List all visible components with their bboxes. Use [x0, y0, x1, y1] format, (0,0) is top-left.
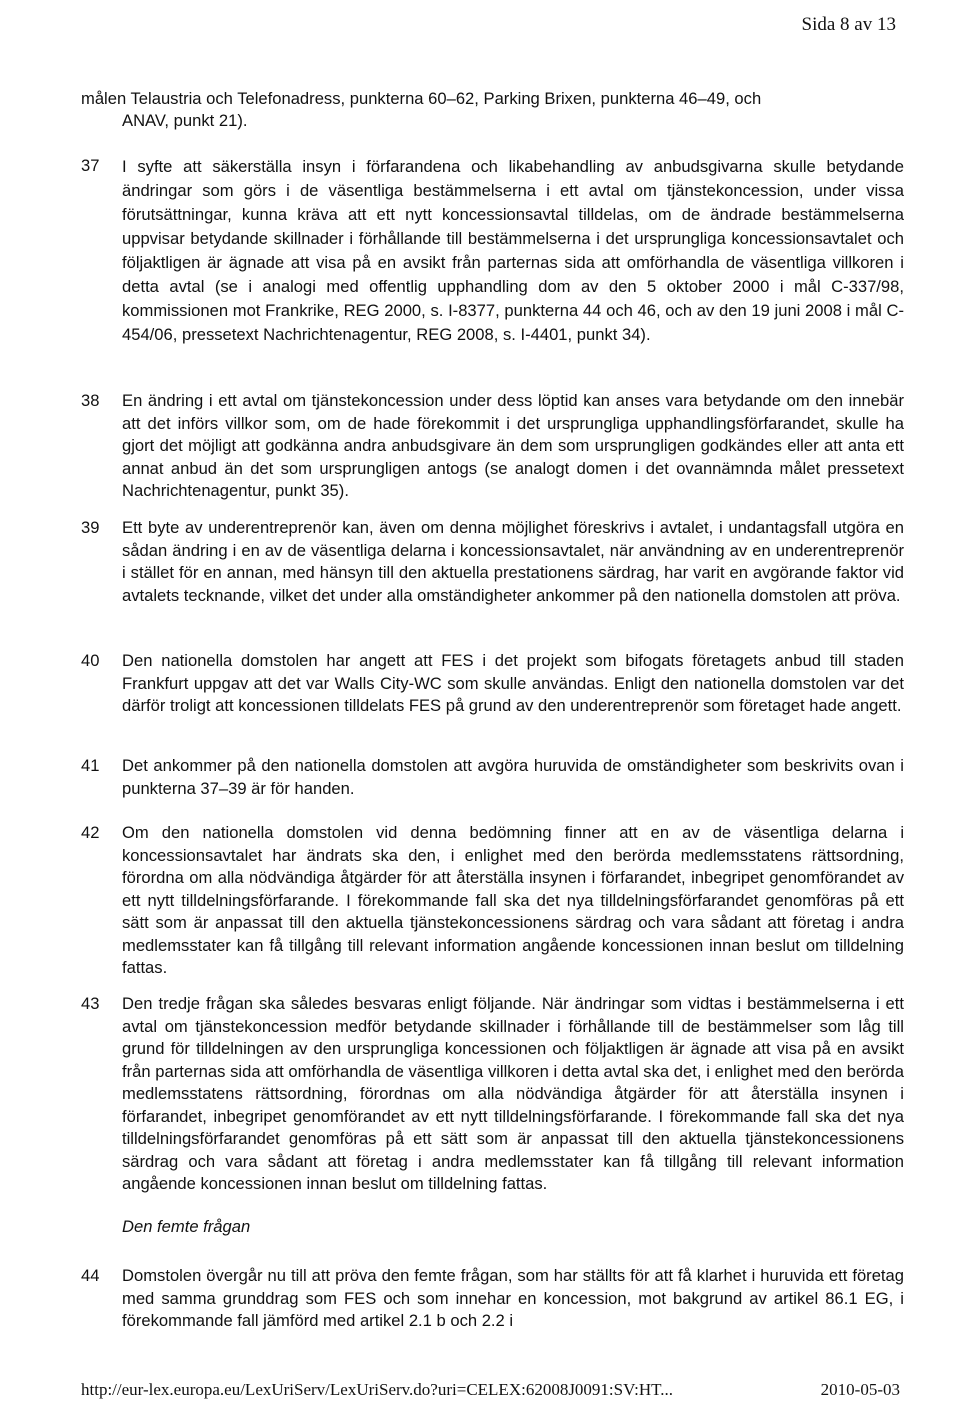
paragraph-text: Den tredje frågan ska således besvaras enligt följande. När ändringar som vidtas i bestämmelserna i ett avtal om tjänstekoncession medför betydande skillnader i förhållande till de bestämmelser som låg till grund för tilldelningen av den ursprungliga koncessionen och följaktligen är ägnade att visa på en avsikt från parternas sida att omförhandla de väsentliga villkoren i detta avtal ska det, i enlighet med den berörda medlemsstatens rättsordning, förordnas om alla nödvändiga åtgärder för att återställa insynen i förfarandet, inbegripet genomförandet av ett nytt tilldelningsförfarande. I förekommande fall ska det nya tilldelningsförfarandet genomföras på ett sätt som är anpassat till den aktuella tjänstekoncessionens särdrag och vara sådant att företag i andra medlemsstater kan få tillgång till relevant information angående koncessionen innan beslut om tilldelning fattas. [122, 994, 904, 1193]
paragraph-text: Domstolen övergår nu till att pröva den femte frågan, som har ställts för att få klarhet i huruvida ett företag med samma grunddrag som FES och som innehar en koncession, mot bakgrund av artikel 86.1 EG, i förekommande fall jämförd med artikel 2.1 b och 2.2 i [122, 1266, 904, 1330]
paragraph-43 [81, 993, 904, 1196]
page-footer [81, 1380, 900, 1400]
continuation-line-1: målen Telaustria och Telefonadress, punkterna 60–62, Parking Brixen, punkterna 46–49, och [81, 89, 762, 108]
paragraph-text: Ett byte av underentreprenör kan, även om denna möjlighet föreskrivs i avtalet, i undantagsfall utgöra en sådan ändring i en av de väsentliga delarna i koncessionsavtalet, när användning av en underentreprenör i stället för en annan, med hänsyn till den aktuella prestationens särdrag, har varit en avgörande faktor vid avtalets tecknande, vilket det under alla omständigheter ankommer på den nationella domstolen att pröva. [122, 518, 904, 605]
paragraph-38 [81, 390, 904, 503]
page-number: Sida 8 av 13 [801, 14, 896, 35]
paragraph-40 [81, 650, 904, 718]
paragraph-number: 38 [81, 391, 100, 410]
paragraph-number: 40 [81, 651, 100, 670]
paragraph-44 [81, 1265, 904, 1333]
paragraph-39 [81, 517, 904, 607]
paragraph-number: 44 [81, 1266, 100, 1285]
footer-date: 2010-05-03 [820, 1380, 900, 1399]
paragraph-42 [81, 822, 904, 980]
continuation-text [81, 88, 896, 132]
section-heading: Den femte frågan [122, 1217, 251, 1236]
paragraph-text: En ändring i ett avtal om tjänstekoncession under dess löptid kan anses vara betydande om den innebär att det införs villkor som, om de hade förekommit i det ursprungliga upphandlingsförfarandet, skulle ha gjort det möjligt att godkänna andra anbudsgivare än dem som ursprungligen godkändes eller att anta ett annat anbud än det som ursprungligen antogs (se analogt domen i det ovannämnda målet pressetext Nachrichtenagentur, punkt 35). [122, 391, 904, 500]
paragraph-text: Om den nationella domstolen vid denna bedömning finner att en av de väsentliga delarna i koncessionsavtalet har ändrats ska den, i enlighet med den berörda medlemsstatens rättsordning, förordna om alla nödvändiga åtgärder för att återställa insynen i förfarandet, inbegripet genomförandet av ett nytt tilldelningsförfarande. I förekommande fall ska det nya tilldelningsförfarandet genomföras på ett sätt som är anpassat till den aktuella tjänstekoncessionens särdrag och vara sådant att företag i andra medlemsstater kan få tillgång till relevant information angående koncessionen innan beslut om tilldelning fattas. [122, 823, 904, 977]
paragraph-number: 41 [81, 756, 100, 775]
paragraph-text: Den nationella domstolen har angett att FES i det projekt som bifogats företagets anbud till staden Frankfurt uppgav att det var Walls City-WC som skulle användas. Enligt den nationella domstolen var det därför troligt att koncessionen tilldelats FES på grund av den underentreprenör som företaget hade angett. [122, 651, 904, 715]
paragraph-37 [81, 155, 904, 347]
paragraph-text: I syfte att säkerställa insyn i förfarandena och likabehandling av anbudsgivarna skulle betydande ändringar som görs i de väsentliga bestämmelserna i ett avtal om tjänstekoncession, under vissa förutsättningar, kunna kräva att ett nytt koncessionsavtal tilldelas, om de ändrade bestämmelserna uppvisar betydande skillnader i förhållande till bestämmelserna i det ursprungliga koncessionsavtalet och följaktligen är ägnade att visa på en avsikt från parternas sida att omförhandla de väsentliga villkoren i detta avtal (se i analogi med offentlig upphandling dom av den 5 oktober 2000 i mål C-337/98, kommissionen mot Frankrike, REG 2000, s. I-8377, punkterna 44 och 46, och av den 19 juni 2008 i mål C-454/06, pressetext Nachrichtenagentur, REG 2008, s. I-4401, punkt 34). [122, 157, 904, 344]
paragraph-number: 43 [81, 994, 100, 1013]
paragraph-41 [81, 755, 904, 800]
paragraph-number: 37 [81, 156, 100, 175]
paragraph-text: Det ankommer på den nationella domstolen att avgöra huruvida de omständigheter som beskrivits ovan i punkterna 37–39 är för handen. [122, 756, 904, 798]
paragraph-number: 42 [81, 823, 100, 842]
continuation-line-2: ANAV, punkt 21). [122, 111, 248, 130]
paragraph-number: 39 [81, 518, 100, 537]
footer-url: http://eur-lex.europa.eu/LexUriServ/LexUriServ.do?uri=CELEX:62008J0091:SV:HT... [81, 1380, 673, 1399]
